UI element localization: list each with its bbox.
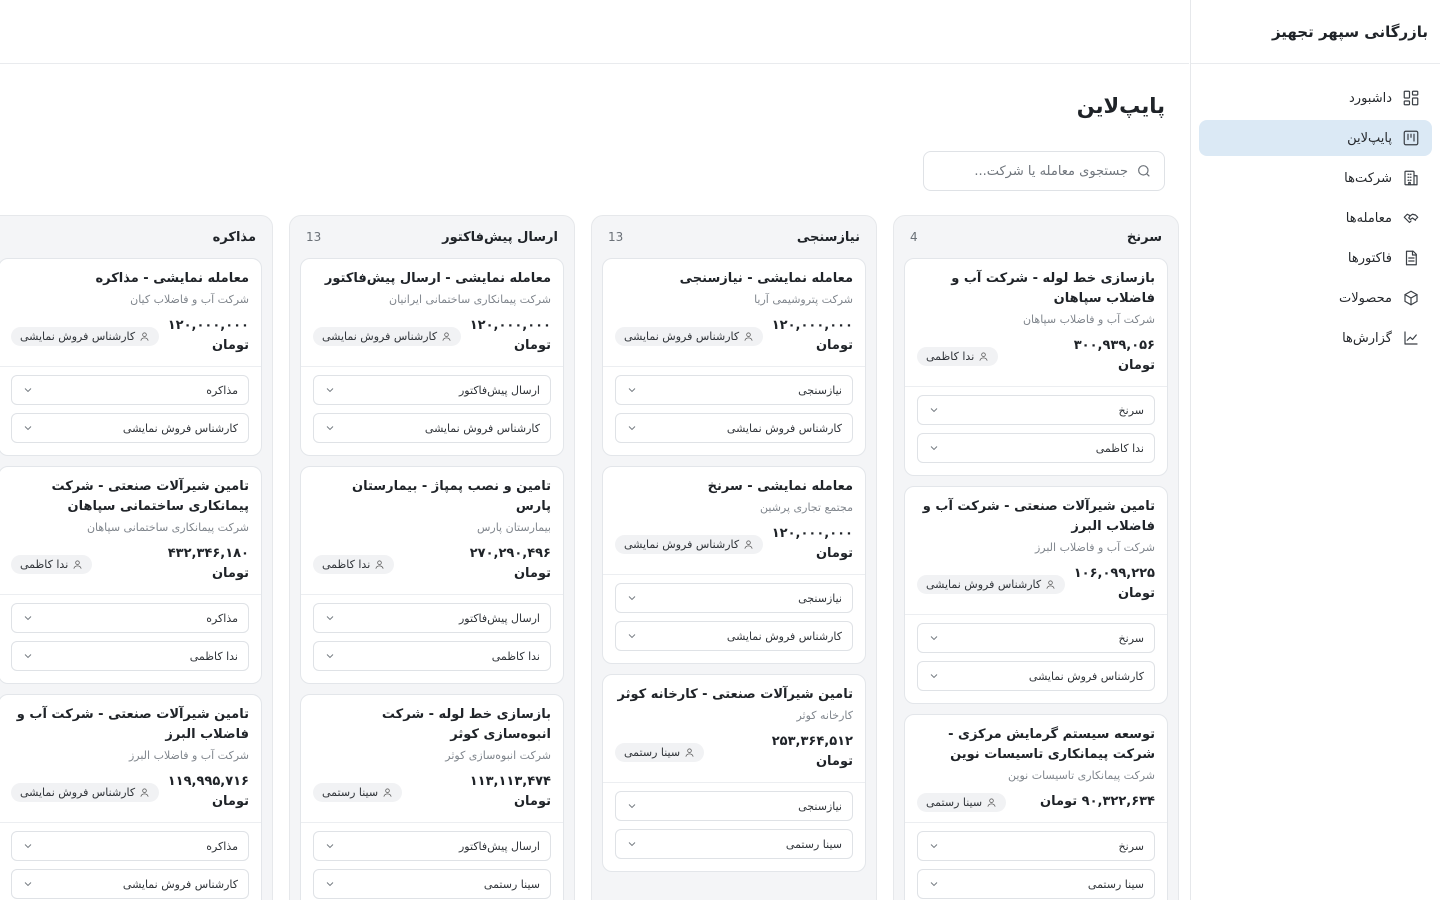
- stage-select-value: ارسال پیش‌فاکتور: [459, 839, 540, 853]
- column-count: 4: [910, 230, 918, 244]
- sidebar-item-products[interactable]: [1199, 280, 1432, 316]
- deal-company: شرکت پیمانکاری تاسیسات نوین: [1008, 769, 1155, 782]
- deal-title: معامله نمایشی - مذاکره: [95, 271, 249, 286]
- sidebar-item-label: فاکتورها: [1347, 250, 1392, 266]
- deal-title: معامله نمایشی - سرنخ: [707, 479, 853, 494]
- stage-select-value: مذاکره: [206, 383, 238, 397]
- stage-select[interactable]: [615, 583, 853, 613]
- card-divider: [301, 822, 563, 823]
- deal-card[interactable]: [0, 258, 262, 456]
- owner-name: سینا رستمی: [322, 785, 379, 799]
- deal-company: بیمارستان پارس: [476, 521, 551, 534]
- deal-meta-row: [917, 336, 1155, 376]
- stage-select-value: ارسال پیش‌فاکتور: [459, 611, 540, 625]
- owner-badge: [615, 743, 704, 762]
- sidebar-item-reports[interactable]: [1199, 320, 1432, 356]
- user-icon: [139, 331, 150, 342]
- stage-select[interactable]: [11, 603, 249, 633]
- deal-meta-row: [11, 544, 249, 584]
- card-divider: [301, 594, 563, 595]
- chevron-down-icon: [22, 650, 34, 662]
- chevron-down-icon: [324, 840, 336, 852]
- deal-meta-row: [11, 772, 249, 812]
- assignee-select-value: ندا کاظمی: [189, 649, 238, 663]
- deal-title: تامین شیرآلات صنعتی - شرکت آب و فاضلاب البرز: [16, 707, 249, 742]
- stage-select[interactable]: [11, 831, 249, 861]
- chevron-down-icon: [626, 592, 638, 604]
- chevron-down-icon: [324, 612, 336, 624]
- assignee-select[interactable]: [11, 641, 249, 671]
- column-count: 13: [608, 230, 624, 244]
- stage-select[interactable]: [11, 375, 249, 405]
- chart-line-icon: [1402, 329, 1420, 347]
- assignee-select-value: سینا رستمی: [785, 837, 842, 851]
- owner-name: کارشناس فروش نمایشی: [20, 329, 136, 343]
- sidebar-item-companies[interactable]: [1199, 160, 1432, 196]
- deal-card[interactable]: [904, 714, 1168, 900]
- stage-select[interactable]: [917, 395, 1155, 425]
- chevron-down-icon: [928, 878, 940, 890]
- assignee-select-value: سینا رستمی: [483, 877, 540, 891]
- deal-title: تامین و نصب پمپاژ - بیمارستان پارس: [352, 479, 551, 514]
- pipeline-column: [893, 215, 1179, 900]
- deal-meta-row: [917, 792, 1155, 812]
- deal-card[interactable]: [904, 258, 1168, 476]
- deal-company: شرکت انبوه‌سازی کوثر: [445, 749, 551, 762]
- sidebar-item-label: پایپ‌لاین: [1347, 130, 1392, 146]
- deal-title: بازسازی خط لوله - شرکت آب و فاضلاب سپاهان: [951, 271, 1155, 306]
- deal-title: معامله نمایشی - ارسال پیش‌فاکتور: [324, 271, 551, 286]
- owner-name: ندا کاظمی: [926, 349, 975, 363]
- assignee-select-value: کارشناس فروش نمایشی: [1028, 669, 1144, 683]
- deal-meta-row: [615, 732, 853, 772]
- owner-name: سینا رستمی: [624, 745, 681, 759]
- chevron-down-icon: [928, 632, 940, 644]
- deal-meta-row: [313, 544, 551, 584]
- stage-select-value: نیازسنجی: [798, 383, 842, 397]
- handshake-icon: [1402, 209, 1420, 227]
- deal-card[interactable]: [602, 674, 866, 872]
- owner-badge: [313, 555, 394, 574]
- card-divider: [603, 782, 865, 783]
- stage-select-value: سرنخ: [1118, 839, 1144, 853]
- user-icon: [743, 331, 754, 342]
- card-divider: [603, 366, 865, 367]
- chevron-down-icon: [928, 840, 940, 852]
- deal-amount: ۲۷۰,۲۹۰,۴۹۶ تومان: [469, 546, 551, 581]
- deal-card[interactable]: [602, 258, 866, 456]
- deal-amount: ۱۲۰,۰۰۰,۰۰۰ تومان: [771, 318, 853, 353]
- chevron-down-icon: [324, 878, 336, 890]
- sidebar-item-pipeline[interactable]: [1199, 120, 1432, 156]
- card-divider: [905, 386, 1167, 387]
- assignee-select[interactable]: [917, 869, 1155, 899]
- stage-select[interactable]: [615, 375, 853, 405]
- building-icon: [1402, 169, 1420, 187]
- user-icon: [441, 331, 452, 342]
- owner-badge: [313, 783, 402, 802]
- deal-title: تامین شیرآلات صنعتی - شرکت پیمانکاری ساختمانی سپاهان: [51, 479, 249, 514]
- kanban-icon: [1402, 129, 1420, 147]
- deal-company: شرکت آب و فاضلاب البرز: [1034, 541, 1155, 554]
- assignee-select[interactable]: [917, 661, 1155, 691]
- chevron-down-icon: [928, 670, 940, 682]
- deal-card[interactable]: [602, 466, 866, 664]
- owner-badge: [615, 535, 763, 554]
- deal-meta-row: [313, 772, 551, 812]
- pipeline-column: [0, 215, 273, 900]
- sidebar-item-label: معامله‌ها: [1345, 210, 1392, 226]
- user-icon: [743, 539, 754, 550]
- stage-select-value: سرنخ: [1118, 403, 1144, 417]
- sidebar-item-label: داشبورد: [1349, 90, 1392, 106]
- owner-name: کارشناس فروش نمایشی: [624, 329, 740, 343]
- search-icon: [1136, 163, 1152, 179]
- sidebar-item-invoices[interactable]: [1199, 240, 1432, 276]
- deal-meta-row: [615, 524, 853, 564]
- chevron-down-icon: [324, 422, 336, 434]
- deal-amount: ۳۰۰,۹۳۹,۰۵۶ تومان: [1073, 338, 1155, 373]
- column-header: [300, 216, 564, 258]
- deal-company: شرکت پتروشیمی آریا: [754, 293, 853, 306]
- user-icon: [72, 559, 83, 570]
- column-title: نیازسنجی: [796, 229, 860, 245]
- assignee-select-value: ندا کاظمی: [1095, 441, 1144, 455]
- stage-select-value: مذاکره: [206, 839, 238, 853]
- deal-meta-row: [313, 316, 551, 356]
- brand-title: بازرگانی سپهر تجهیز: [1191, 0, 1440, 64]
- owner-badge: [917, 575, 1065, 594]
- deal-card[interactable]: [0, 694, 262, 900]
- deal-title: معامله نمایشی - نیازسنجی: [679, 271, 853, 286]
- user-icon: [382, 787, 393, 798]
- card-divider: [603, 574, 865, 575]
- box-icon: [1402, 289, 1420, 307]
- deal-title: تامین شیرآلات صنعتی - شرکت آب و فاضلاب البرز: [922, 499, 1155, 534]
- card-divider: [0, 594, 261, 595]
- owner-name: کارشناس فروش نمایشی: [322, 329, 438, 343]
- deal-card[interactable]: [300, 694, 564, 900]
- assignee-select-value: کارشناس فروش نمایشی: [726, 421, 842, 435]
- stage-select[interactable]: [615, 791, 853, 821]
- deal-meta-row: [615, 316, 853, 356]
- column-title: سرنخ: [1126, 229, 1162, 245]
- stage-select[interactable]: [313, 831, 551, 861]
- stage-select-value: نیازسنجی: [798, 799, 842, 813]
- deal-company: شرکت پیمانکاری ساختمانی ایرانیان: [389, 293, 551, 306]
- chevron-down-icon: [22, 612, 34, 624]
- deal-card[interactable]: [904, 486, 1168, 704]
- owner-badge: [313, 327, 461, 346]
- owner-name: ندا کاظمی: [322, 557, 371, 571]
- owner-name: کارشناس فروش نمایشی: [624, 537, 740, 551]
- chevron-down-icon: [22, 384, 34, 396]
- assignee-select[interactable]: [615, 621, 853, 651]
- deal-amount: ۹۰,۳۲۲,۶۳۴ تومان: [1040, 794, 1155, 809]
- assignee-select-value: ندا کاظمی: [491, 649, 540, 663]
- owner-name: ندا کاظمی: [20, 557, 69, 571]
- column-title: مذاکره: [212, 229, 256, 245]
- sidebar-item-label: شرکت‌ها: [1344, 170, 1392, 186]
- deal-title: بازسازی خط لوله - شرکت انبوه‌سازی کوثر: [381, 707, 551, 742]
- stage-select[interactable]: [313, 375, 551, 405]
- card-divider: [0, 822, 261, 823]
- stage-select-value: ارسال پیش‌فاکتور: [459, 383, 540, 397]
- deal-company: شرکت آب و فاضلاب کیان: [130, 293, 249, 306]
- chevron-down-icon: [626, 838, 638, 850]
- chevron-down-icon: [928, 404, 940, 416]
- owner-name: سینا رستمی: [926, 795, 983, 809]
- deal-company: مجتمع تجاری پرشین: [760, 501, 853, 514]
- dashboard-icon: [1402, 89, 1420, 107]
- deal-amount: ۱۱۹,۹۹۵,۷۱۶ تومان: [167, 774, 249, 809]
- card-divider: [905, 822, 1167, 823]
- card-divider: [0, 366, 261, 367]
- deal-amount: ۲۵۳,۳۶۴,۵۱۲ تومان: [771, 734, 853, 769]
- deal-amount: ۱۲۰,۰۰۰,۰۰۰ تومان: [167, 318, 249, 353]
- assignee-select[interactable]: [313, 869, 551, 899]
- sidebar-item-dashboard[interactable]: [1199, 80, 1432, 116]
- deal-title: توسعه سیستم گرمایش مرکزی - شرکت پیمانکاری تاسیسات نوین: [948, 727, 1155, 762]
- owner-badge: [615, 327, 763, 346]
- chevron-down-icon: [626, 384, 638, 396]
- sidebar: [1190, 0, 1440, 900]
- deal-company: شرکت آب و فاضلاب البرز: [128, 749, 249, 762]
- user-icon: [684, 747, 695, 758]
- owner-badge: [11, 555, 92, 574]
- sidebar-nav: [1191, 64, 1440, 356]
- deal-card[interactable]: [300, 258, 564, 456]
- page-title: پایپ‌لاین: [1076, 94, 1165, 118]
- pipeline-column: [289, 215, 575, 900]
- deal-card[interactable]: [300, 466, 564, 684]
- assignee-select[interactable]: [615, 829, 853, 859]
- card-divider: [301, 366, 563, 367]
- deal-title: تامین شیرآلات صنعتی - کارخانه کوثر: [617, 687, 853, 702]
- main-content: [0, 64, 1189, 900]
- search-box: [923, 151, 1165, 191]
- deal-amount: ۱۰۶,۰۹۹,۲۲۵ تومان: [1073, 566, 1155, 601]
- column-count: 13: [306, 230, 322, 244]
- chevron-down-icon: [22, 878, 34, 890]
- user-icon: [978, 351, 989, 362]
- owner-name: کارشناس فروش نمایشی: [926, 577, 1042, 591]
- column-header: [0, 216, 262, 258]
- deal-amount: ۱۲۰,۰۰۰,۰۰۰ تومان: [771, 526, 853, 561]
- deal-meta-row: [11, 316, 249, 356]
- chevron-down-icon: [626, 800, 638, 812]
- stage-select-value: مذاکره: [206, 611, 238, 625]
- sidebar-item-label: گزارش‌ها: [1342, 330, 1392, 346]
- deal-amount: ۱۲۰,۰۰۰,۰۰۰ تومان: [469, 318, 551, 353]
- assignee-select-value: سینا رستمی: [1087, 877, 1144, 891]
- stage-select-value: نیازسنجی: [798, 591, 842, 605]
- deal-company: شرکت پیمانکاری ساختمانی سپاهان: [86, 521, 249, 534]
- kanban-board: [0, 215, 1179, 900]
- sidebar-item-label: محصولات: [1339, 290, 1392, 306]
- owner-badge: [11, 327, 159, 346]
- chevron-down-icon: [626, 422, 638, 434]
- stage-select[interactable]: [313, 603, 551, 633]
- chevron-down-icon: [22, 840, 34, 852]
- chevron-down-icon: [626, 630, 638, 642]
- search-input[interactable]: [936, 164, 1128, 179]
- assignee-select[interactable]: [313, 641, 551, 671]
- stage-select[interactable]: [917, 831, 1155, 861]
- chevron-down-icon: [928, 442, 940, 454]
- deal-meta-row: [917, 564, 1155, 604]
- user-icon: [139, 787, 150, 798]
- card-divider: [905, 614, 1167, 615]
- column-header: [904, 216, 1168, 258]
- assignee-select[interactable]: [11, 869, 249, 899]
- owner-badge: [917, 793, 1006, 812]
- chevron-down-icon: [324, 650, 336, 662]
- assignee-select[interactable]: [917, 433, 1155, 463]
- user-icon: [1045, 579, 1056, 590]
- chevron-down-icon: [324, 384, 336, 396]
- column-header: [602, 216, 866, 258]
- stage-select[interactable]: [917, 623, 1155, 653]
- assignee-select[interactable]: [11, 413, 249, 443]
- sidebar-item-deals[interactable]: [1199, 200, 1432, 236]
- deal-amount: ۱۱۳,۱۱۳,۴۷۴ تومان: [469, 774, 551, 809]
- assignee-select-value: کارشناس فروش نمایشی: [122, 421, 238, 435]
- deal-company: شرکت آب و فاضلاب سپاهان: [1022, 313, 1155, 326]
- owner-name: کارشناس فروش نمایشی: [20, 785, 136, 799]
- assignee-select[interactable]: [615, 413, 853, 443]
- assignee-select-value: کارشناس فروش نمایشی: [424, 421, 540, 435]
- chevron-down-icon: [22, 422, 34, 434]
- assignee-select-value: کارشناس فروش نمایشی: [726, 629, 842, 643]
- file-icon: [1402, 249, 1420, 267]
- assignee-select[interactable]: [313, 413, 551, 443]
- top-bar: [0, 0, 1189, 64]
- owner-badge: [11, 783, 159, 802]
- user-icon: [374, 559, 385, 570]
- column-title: ارسال پیش‌فاکتور: [442, 229, 558, 245]
- user-icon: [986, 797, 997, 808]
- deal-amount: ۴۳۲,۳۴۶,۱۸۰ تومان: [167, 546, 249, 581]
- deal-card[interactable]: [0, 466, 262, 684]
- owner-badge: [917, 347, 998, 366]
- stage-select-value: سرنخ: [1118, 631, 1144, 645]
- assignee-select-value: کارشناس فروش نمایشی: [122, 877, 238, 891]
- deal-company: کارخانه کوثر: [796, 709, 853, 722]
- pipeline-column: [591, 215, 877, 900]
